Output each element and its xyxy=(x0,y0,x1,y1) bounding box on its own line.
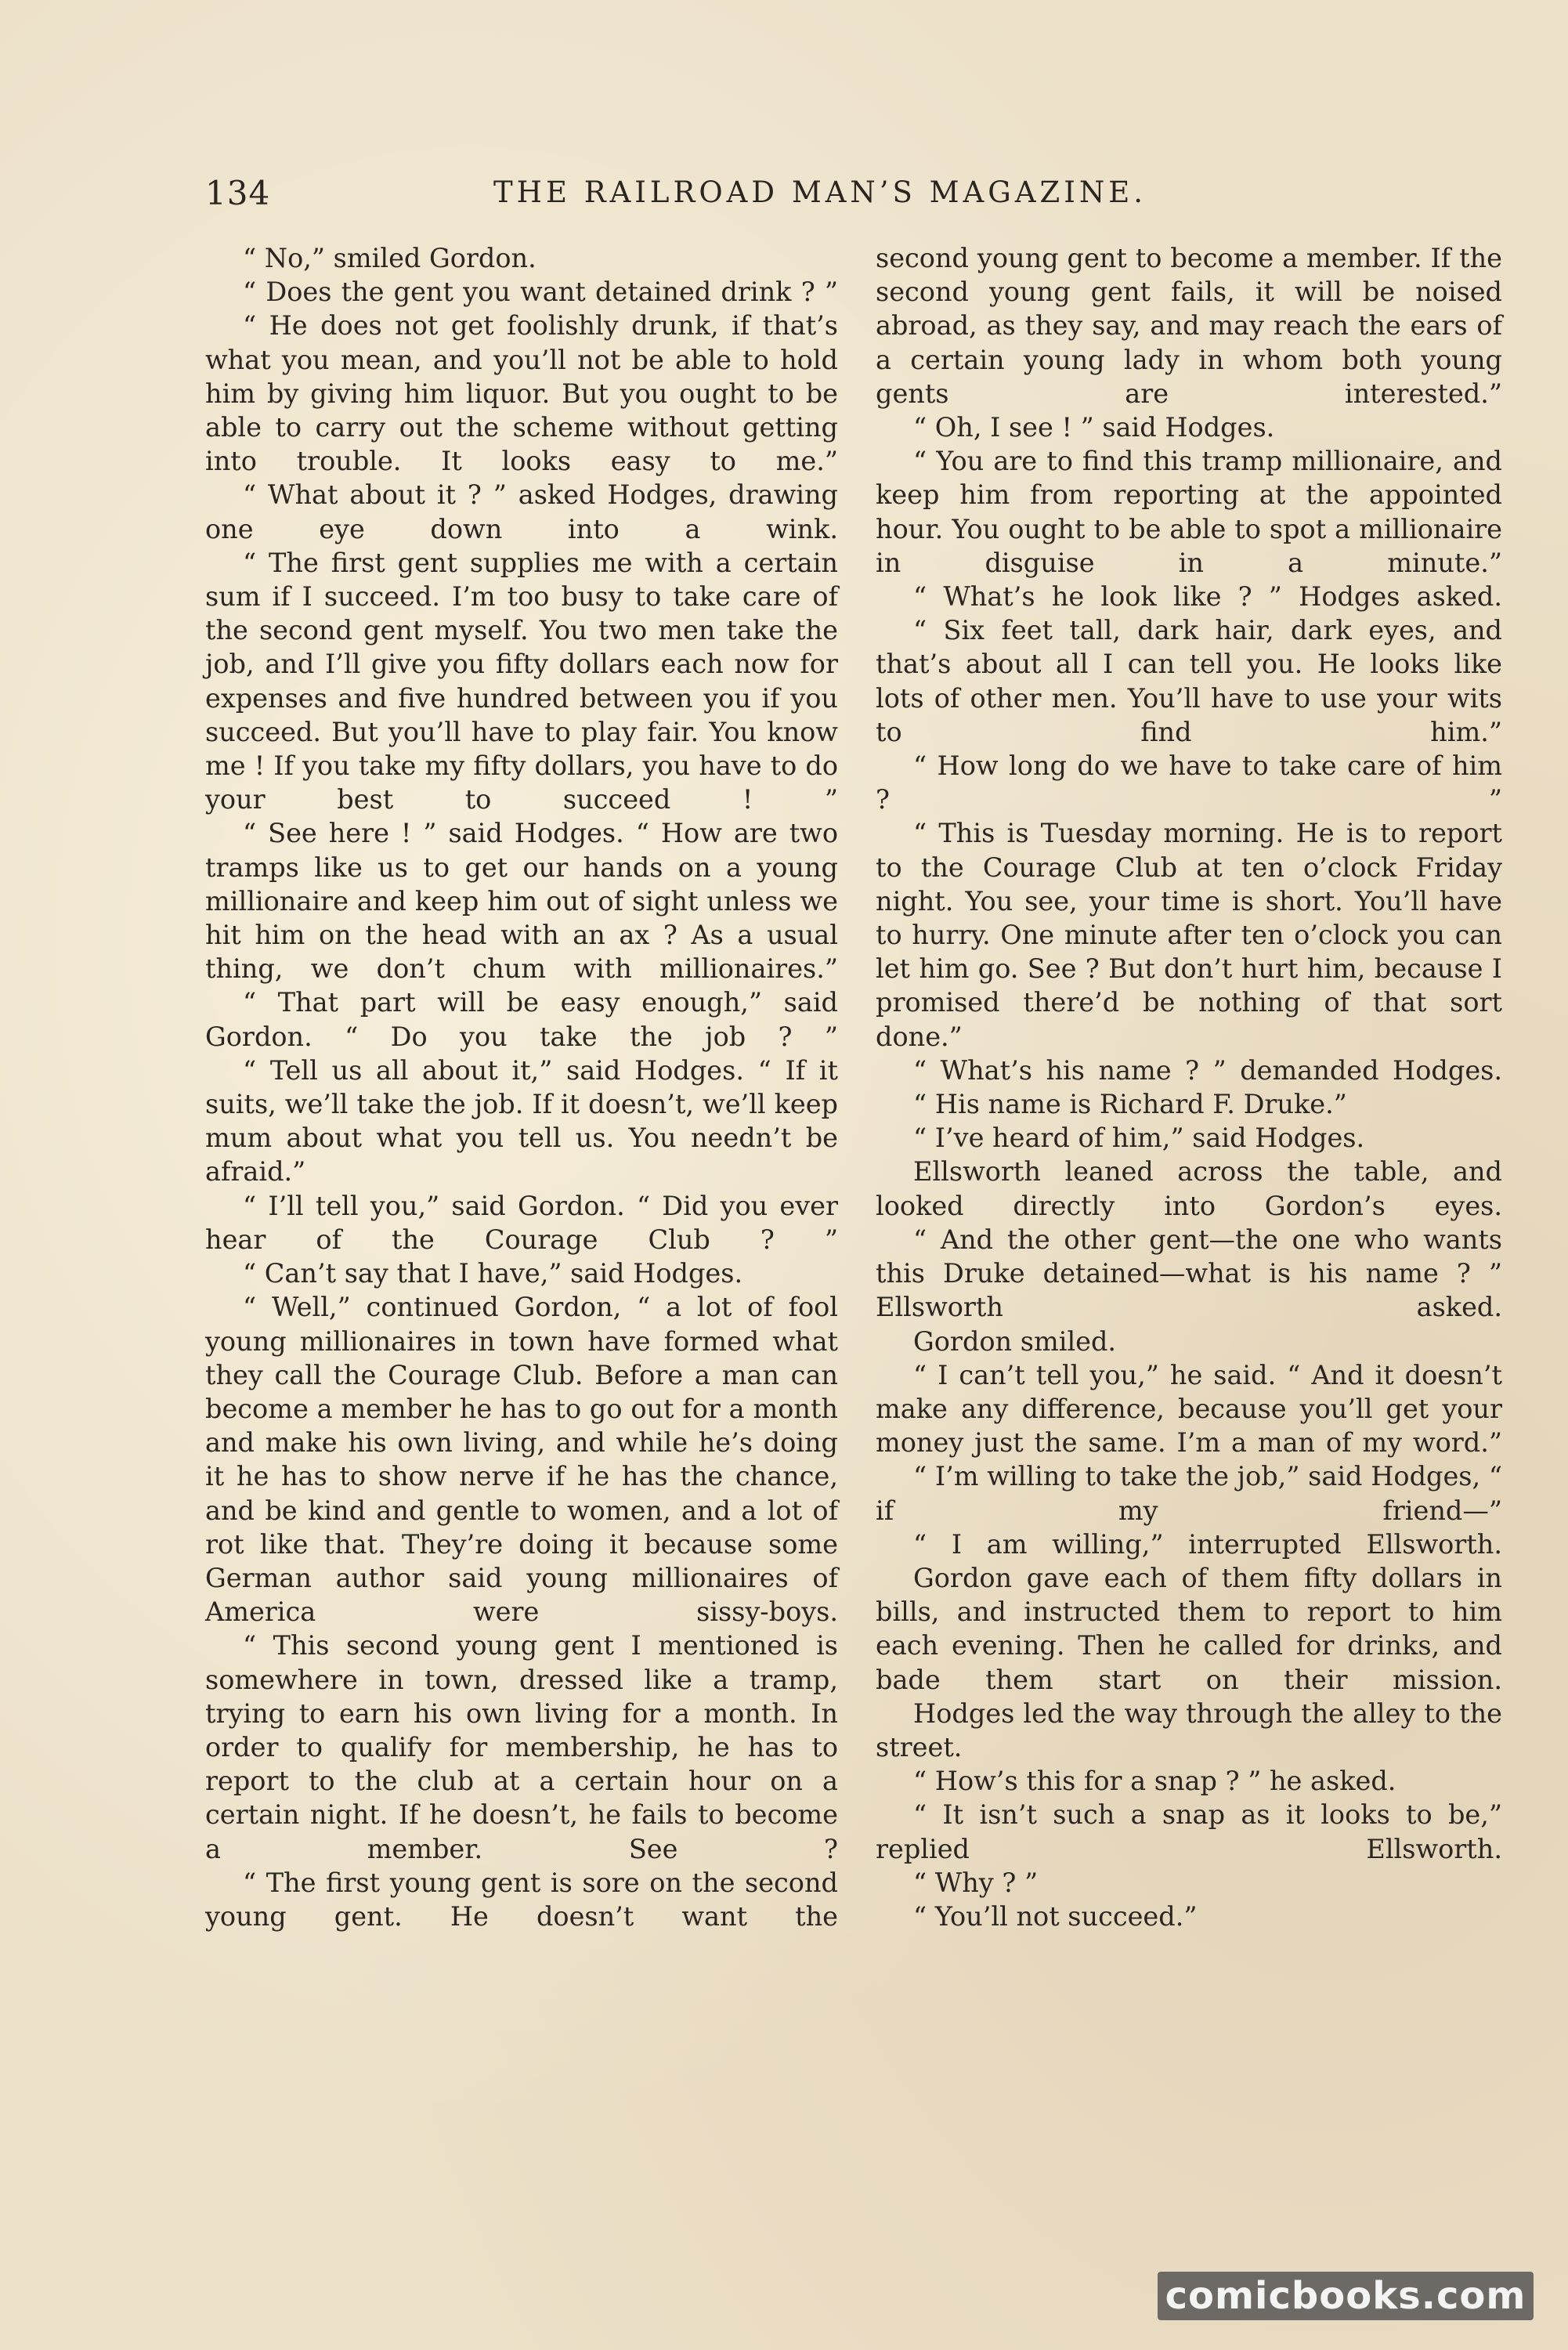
paragraph: “ Oh, I see ! ” said Hodges. xyxy=(913,412,1275,443)
paragraph: “ I’m willing to take the job,” said Hodges, “ if my friend—” xyxy=(876,1461,1502,1526)
watermark-logo xyxy=(1158,2272,1534,2320)
paragraph: “ The first gent supplies me with a certain sum if I succeed. I’m too busy to take care of the second gent myself. You two men take the job, and I’ll give you fifty dollars each now for expenses and five hundred between you if you succeed. But you’ll have to play fair. You know me ! If you take my fifty dollars, you have to do your best to succeed ! ” xyxy=(205,547,838,815)
paragraph: “ The first young gent is sore on the second young gent. He doesn’t want the xyxy=(205,1867,838,1932)
paragraph: “ No,” smiled Gordon. xyxy=(243,243,537,273)
paragraph: “ You are to find this tramp millionaire, and keep him from reporting at the appointed hour. You ought to be able to spot a millionaire in disguise in a minute.” xyxy=(876,446,1502,578)
paragraph: “ Can’t say that I have,” said Hodges. xyxy=(243,1258,743,1289)
paragraph: “ It isn’t such a snap as it looks to be,” replied Ellsworth. xyxy=(876,1799,1502,1864)
paragraph: “ I am willing,” interrupted Ellsworth. xyxy=(913,1528,1502,1560)
watermark-text: comicbooks.com xyxy=(1165,2274,1526,2318)
paragraph: “ That part will be easy enough,” said Gordon. “ Do you take the job ? ” xyxy=(205,987,838,1052)
paragraph: “ Why ? ” xyxy=(913,1867,1039,1898)
paragraph: “ Six feet tall, dark hair, dark eyes, and that’s about all I can tell you. He looks like lots of other men. You’ll have to use your wits to find him.” xyxy=(876,615,1502,747)
paragraph: “ See here ! ” said Hodges. “ How are two tramps like us to get our hands on a young millionaire and keep him out of sight unless we hit him on the head with an ax ? As a usual thing, we don’t chum with millionaires.” xyxy=(205,818,838,985)
page-number: 134 xyxy=(205,174,271,212)
paragraph: “ I’ve heard of him,” said Hodges. xyxy=(913,1123,1365,1154)
paragraph: “ Well,” continued Gordon, “ a lot of fool young millionaires in town have formed what they call the Courage Club. Before a man can become a member he has to go out for a month and make his own living, and while he’s doing it he has to show nerve if he has the chance, and be kind and gentle to women, and a lot of rot like that. They’re doing it because some German author said young millionaires of America were sissy-boys. xyxy=(205,1292,838,1628)
paragraph: “ His name is Richard F. Druke.” xyxy=(913,1089,1347,1120)
paragraph: “ I can’t tell you,” he said. “ And it doesn’t make any difference, because you’ll get your money just the same. I’m a man of my word.” xyxy=(876,1359,1502,1459)
paragraph: “ This second young gent I mentioned is somewhere in town, dressed like a tramp, trying to earn his own living for a month. In order to qualify for membership, he has to report to the club at a certain hour on a certain night. If he doesn’t, he fails to become a member. See ? xyxy=(205,1630,838,1864)
paragraph: “ Does the gent you want detained drink ? ” xyxy=(243,277,838,308)
paragraph: Hodges led the way through the alley to the street. xyxy=(876,1697,1502,1762)
page-header xyxy=(205,174,1490,221)
paragraph: Ellsworth leaned across the table, and looked directly into Gordon’s eyes. xyxy=(876,1156,1502,1221)
paragraph: “ This is Tuesday morning. He is to report to the Courage Club at ten o’clock Friday night. You see, your time is short. You’ll have to hurry. One minute after ten o’clock you can let him go. See ? But don’t hurt him, because I promised there’d be nothing of that sort done.” xyxy=(876,818,1502,1052)
running-head: THE RAILROAD MAN’S MAGAZINE. xyxy=(493,175,1147,209)
paragraph: second young gent to become a member. If the second young gent fails, it will be noised abroad, as they say, and may reach the ears of a certain young lady in whom both young gents are interested.” xyxy=(876,243,1502,409)
paragraph: “ What’s he look like ? ” Hodges asked. xyxy=(913,581,1502,613)
paragraph: Gordon smiled. xyxy=(913,1325,1117,1357)
right-column xyxy=(876,241,1502,1933)
left-column xyxy=(205,241,838,1933)
paragraph: “ And the other gent—the one who wants this Druke detained—what is his name ? ” Ellsworth asked. xyxy=(876,1224,1502,1323)
paragraph: “ How’s this for a snap ? ” he asked. xyxy=(913,1766,1396,1797)
paragraph: “ What about it ? ” asked Hodges, drawing one eye down into a wink. xyxy=(205,479,838,544)
paragraph: “ He does not get foolishly drunk, if that’s what you mean, and you’ll not be able to hold him by giving him liquor. But you ought to be able to carry out the scheme without getting into trouble. It looks easy to me.” xyxy=(205,310,838,477)
paragraph: “ I’ll tell you,” said Gordon. “ Did you ever hear of the Courage Club ? ” xyxy=(205,1190,838,1255)
paragraph: “ Tell us all about it,” said Hodges. “ If it suits, we’ll take the job. If it doesn’t, we’ll keep mum about what you tell us. You needn’t be afraid.” xyxy=(205,1054,838,1188)
paragraph: “ What’s his name ? ” demanded Hodges. xyxy=(913,1054,1502,1086)
paragraph: Gordon gave each of them fifty dollars in bills, and instructed them to report to him each evening. Then he called for drinks, and bade them start on their mission. xyxy=(876,1562,1502,1695)
paragraph: “ How long do we have to take care of him ? ” xyxy=(876,750,1502,815)
paragraph: “ You’ll not succeed.” xyxy=(913,1900,1198,1932)
